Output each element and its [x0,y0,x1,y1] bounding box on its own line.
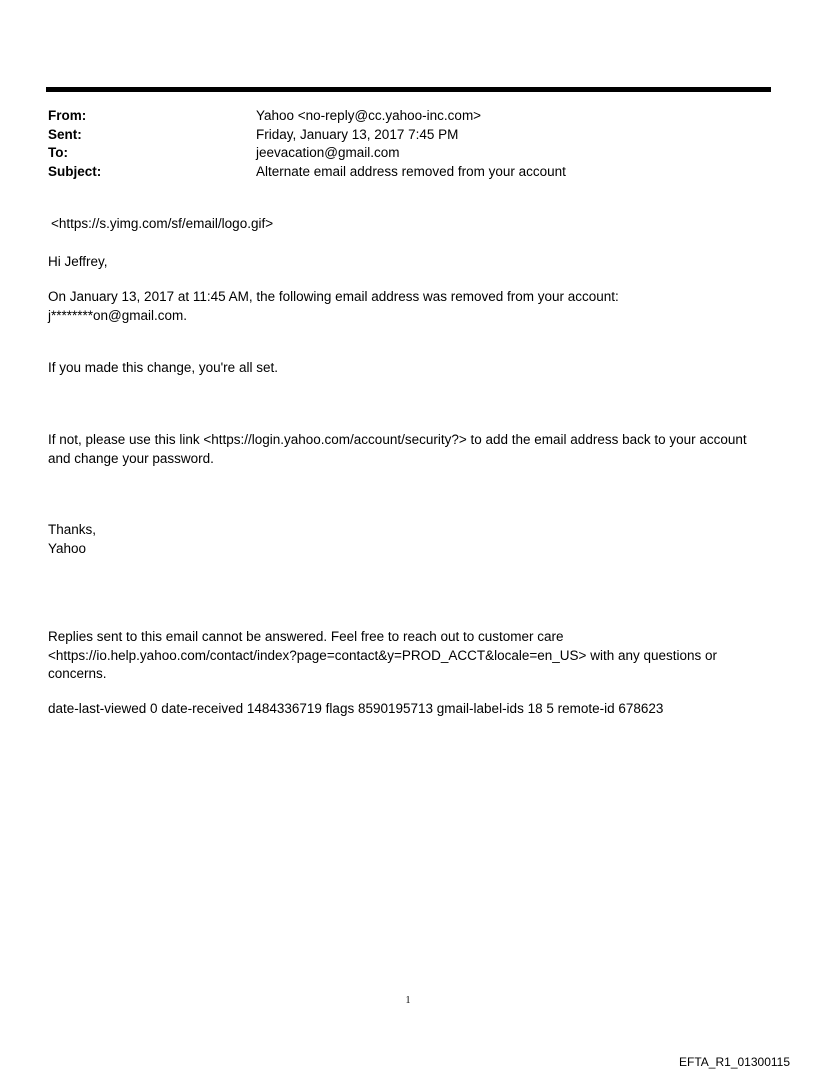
signature: Yahoo [48,540,87,556]
subject-row [48,163,768,182]
page-number: 1 [405,995,411,1006]
subject-label: Subject: [48,163,102,179]
replies-line-2: <https://io.help.yahoo.com/contact/index?page=contact&y=PROD_ACCT&locale=en_US> with any questions or [48,647,718,663]
sent-label: Sent: [48,126,82,142]
sign-off [48,521,778,558]
replies-line-1: Replies sent to this email cannot be answered. Feel free to reach out to customer care [48,629,564,644]
subject-value: Alternate email address removed from your account [256,163,566,179]
thanks-text: Thanks, [48,522,97,537]
email-header [48,107,768,181]
to-value: jeevacation@gmail.com [256,145,400,160]
replies-line-3: concerns. [48,666,107,681]
sent-row [48,126,768,145]
removal-notice-line-2: j********on@gmail.com. [48,307,188,323]
removal-notice-line-1: On January 13, 2017 at 11:45 AM, the following email address was removed from your account: [48,289,619,304]
message-metadata: date-last-viewed 0 date-received 1484336719 flags 8590195713 gmail-label-ids 18 5 remote-id 678623 [48,701,664,716]
header-divider [46,87,771,92]
logo-link: <https://s.yimg.com/sf/email/logo.gif> [51,216,274,231]
to-row [48,144,768,163]
sent-value: Friday, January 13, 2017 7:45 PM [256,126,459,142]
from-label: From: [48,108,87,123]
if-not-line-2: and change your password. [48,450,214,466]
from-value: Yahoo <no-reply@cc.yahoo-inc.com> [256,108,482,123]
if-not-message [48,431,778,468]
replies-notice [48,628,778,684]
removal-notice [48,288,778,325]
to-label: To: [48,145,68,160]
all-set-message: If you made this change, you're all set. [48,360,278,375]
greeting: Hi Jeffrey, [48,254,108,269]
from-row [48,107,768,126]
document-id: EFTA_R1_01300115 [679,1055,790,1069]
if-not-line-1: If not, please use this link <https://login.yahoo.com/account/security?> to add the email address back to your account [48,432,747,447]
